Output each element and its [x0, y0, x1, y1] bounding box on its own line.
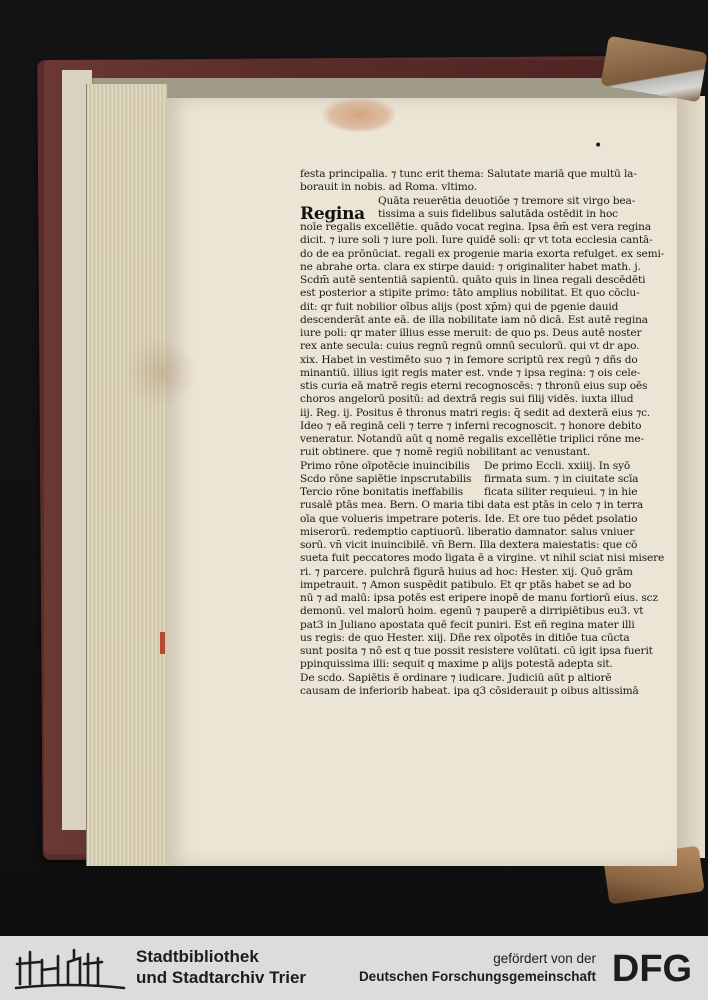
- text-line: ri. ⁊ parcere. pulchrā figurā huius ad hoc: Hester. xij. Quō grām: [300, 565, 633, 578]
- library-name-line2: und Stadtarchiv Trier: [136, 968, 307, 987]
- text-line: ne abrahe orta. clara ex stirpe dauid: ⁊ originaliter habet math. j.: [300, 260, 641, 273]
- text-line: do de ea prōnūciat. regali ex progenie maria exorta refulget. ex semi-: [300, 247, 665, 260]
- text-line: ppinquissima illi: sequit q maxime p alijs potestā adepta sit.: [300, 658, 613, 671]
- text-line: nū ⁊ ad malū: ipsa potēs est eripere inopē de manu fortiorū eius. scz: [300, 592, 658, 604]
- funding-line2: Deutschen Forschungsgemeinschaft: [358, 969, 596, 984]
- text-line: rusalē ptās mea. Bern. O maria tibi data est ptās in celo ⁊ in terra: [300, 499, 644, 512]
- dfg-logo-icon: [602, 948, 702, 988]
- library-name: [136, 946, 306, 988]
- heading-initial-word: Regina: [300, 204, 365, 224]
- reasons-row: [300, 486, 660, 499]
- text-line: ruit obtinere. que ⁊ nomē regiū nobilitant ac venustant.: [300, 446, 591, 459]
- reason-label: Primo rōne oīpotēcie inuincibilis: [300, 459, 470, 472]
- reason-label: Scdo rōne sapiētie inpscrutabilis: [300, 472, 472, 485]
- library-name-line1: Stadtbibliothek: [136, 947, 259, 966]
- institution-footer: [0, 936, 708, 1000]
- text-line: miserorū. redemptio captiuorū. liberatio damnator. salus vniuer: [300, 525, 635, 538]
- text-line: sueta fuit peccatores modo ligata ē a virgine. vt nihil sciat nisi misere: [300, 552, 665, 565]
- text-line: dicit. ⁊ iure soli ⁊ iure poli. Iure quidē soli: qr vt tota ecclesia cantā-: [300, 234, 653, 247]
- text-line: dit: qr fuit nobilior oībus alijs (post xp̄m) qui de pgenie dauid: [300, 300, 619, 313]
- text-line: causam de inferiorib habeat. ipa q3 cōsiderauit p oibus altissimā: [300, 684, 639, 697]
- page-block-top-edge: [92, 78, 683, 100]
- text-line: impetrauit. ⁊ Amon suspēdit patibulo. Et qr ptās habet se ad bo: [300, 578, 632, 591]
- reason-text: ficata siliter requieui. ⁊ in hie: [484, 486, 638, 498]
- funding-line1: gefördert von der: [493, 951, 596, 966]
- text-line: us regis: de quo Hester. xiij. Dñe rex oīpotēs in ditiōe tua cūcta: [300, 631, 630, 644]
- text-line: iij. Reg. ij. Positus ē thronus matri regis: q̄ sedit ad dexterā eius ⁊c.: [300, 406, 651, 419]
- text-line: descenderāt ante eā. de illa nobilitate iam nō dicā. Est autē regina: [300, 313, 648, 326]
- dfg-logo-text: DFG: [611, 948, 693, 988]
- paper-stain: [323, 98, 395, 132]
- text-line: xix. Habet in vestimēto suo ⁊ in femore scriptū rex regū ⁊ dñs do: [300, 353, 638, 366]
- text-line: stis curia eā matrē regis eterni recognoscēs: ⁊ thronū eius sup oēs: [300, 380, 648, 392]
- reasons-row: [300, 473, 660, 486]
- text-line: sorū. vn̄ vicit inuincibilē. vn̄ Bern. Illa dextera maiestatis: que cō: [300, 539, 638, 551]
- text-line: Quāta reuerētia deuotiōe ⁊ tremore sit virgo bea-: [378, 194, 636, 207]
- reason-text: firmata sum. ⁊ in ciuitate scīa: [484, 472, 639, 485]
- facing-leaf: [677, 96, 705, 858]
- reasons-row: [300, 460, 660, 473]
- text-line: veneratur. Notandū aūt q nomē regalis excellētie triplici rōne me-: [300, 433, 644, 445]
- text-line: Ideo ⁊ eā reginā celi ⁊ terre ⁊ inferni recognoscit. ⁊ honore debito: [300, 419, 642, 432]
- text-line: Scdm̄ autē sententiā sapientū. quāto quis in linea regali descēdēti: [300, 274, 646, 286]
- text-line: festa principalia. ⁊ tunc erit thema: Salutate mariā que multū la-: [300, 168, 637, 180]
- text-line: choros angelorū positū: ad dextrā regis sui filij vidēs. iuxta illud: [300, 393, 634, 406]
- page-block-fore-edge: [86, 84, 167, 866]
- text-line: tissima a suis fidelibus salutāda ostēdit in hoc: [378, 207, 618, 220]
- funding-credit: [359, 950, 596, 986]
- reason-label: Tercio rōne bonitatis ineffabilis: [300, 486, 464, 498]
- incunable-text-block: [300, 168, 665, 698]
- reason-text: De primo Eccli. xxiiij. In syō: [484, 459, 631, 472]
- text-line: oīa que volueris impetrare poteris. Ide. Et ore tuo pēdet psolatio: [300, 512, 638, 525]
- stadtbibliothek-logo-icon: [14, 944, 126, 994]
- text-line: borauit in nobis. ad Roma. vltimo.: [300, 181, 477, 194]
- text-line: est posterior a stipite primo: tāto amplius nobilitat. Et quo cōclu-: [300, 287, 640, 300]
- text-line: demonū. vel malorū hoim. egenū ⁊ pauperē a dirripiētibus eu3. vt: [300, 605, 644, 618]
- page-mark: •: [594, 138, 603, 154]
- paper-smudge: [127, 338, 197, 408]
- text-line: noīe regalis excellētie. quādo vocat regina. Ipsa ēm̄ est vera regina: [300, 221, 651, 233]
- text-line: sunt posita ⁊ nō est q tue possit resistere volūtati. cū igit ipsa fuerit: [300, 645, 653, 657]
- text-line: De scdo. Sapiētis ē ordinare ⁊ iudicare. Judiciū aūt p altiorē: [300, 671, 612, 684]
- text-line: rex ante secula: cuius regnū regnū omnū seculorū. qui vt dr apo.: [300, 340, 640, 353]
- text-line: pat3 in Juliano apostata quē fecit puniri. Est eñ regina mater illi: [300, 618, 635, 631]
- text-line: iure poli: qr mater illius esse meruit: de quo ps. Deus autē noster: [300, 327, 642, 339]
- text-line: minantiū. illius igit regis mater est. vnde ⁊ ipsa regina: ⁊ ois cele-: [300, 366, 641, 379]
